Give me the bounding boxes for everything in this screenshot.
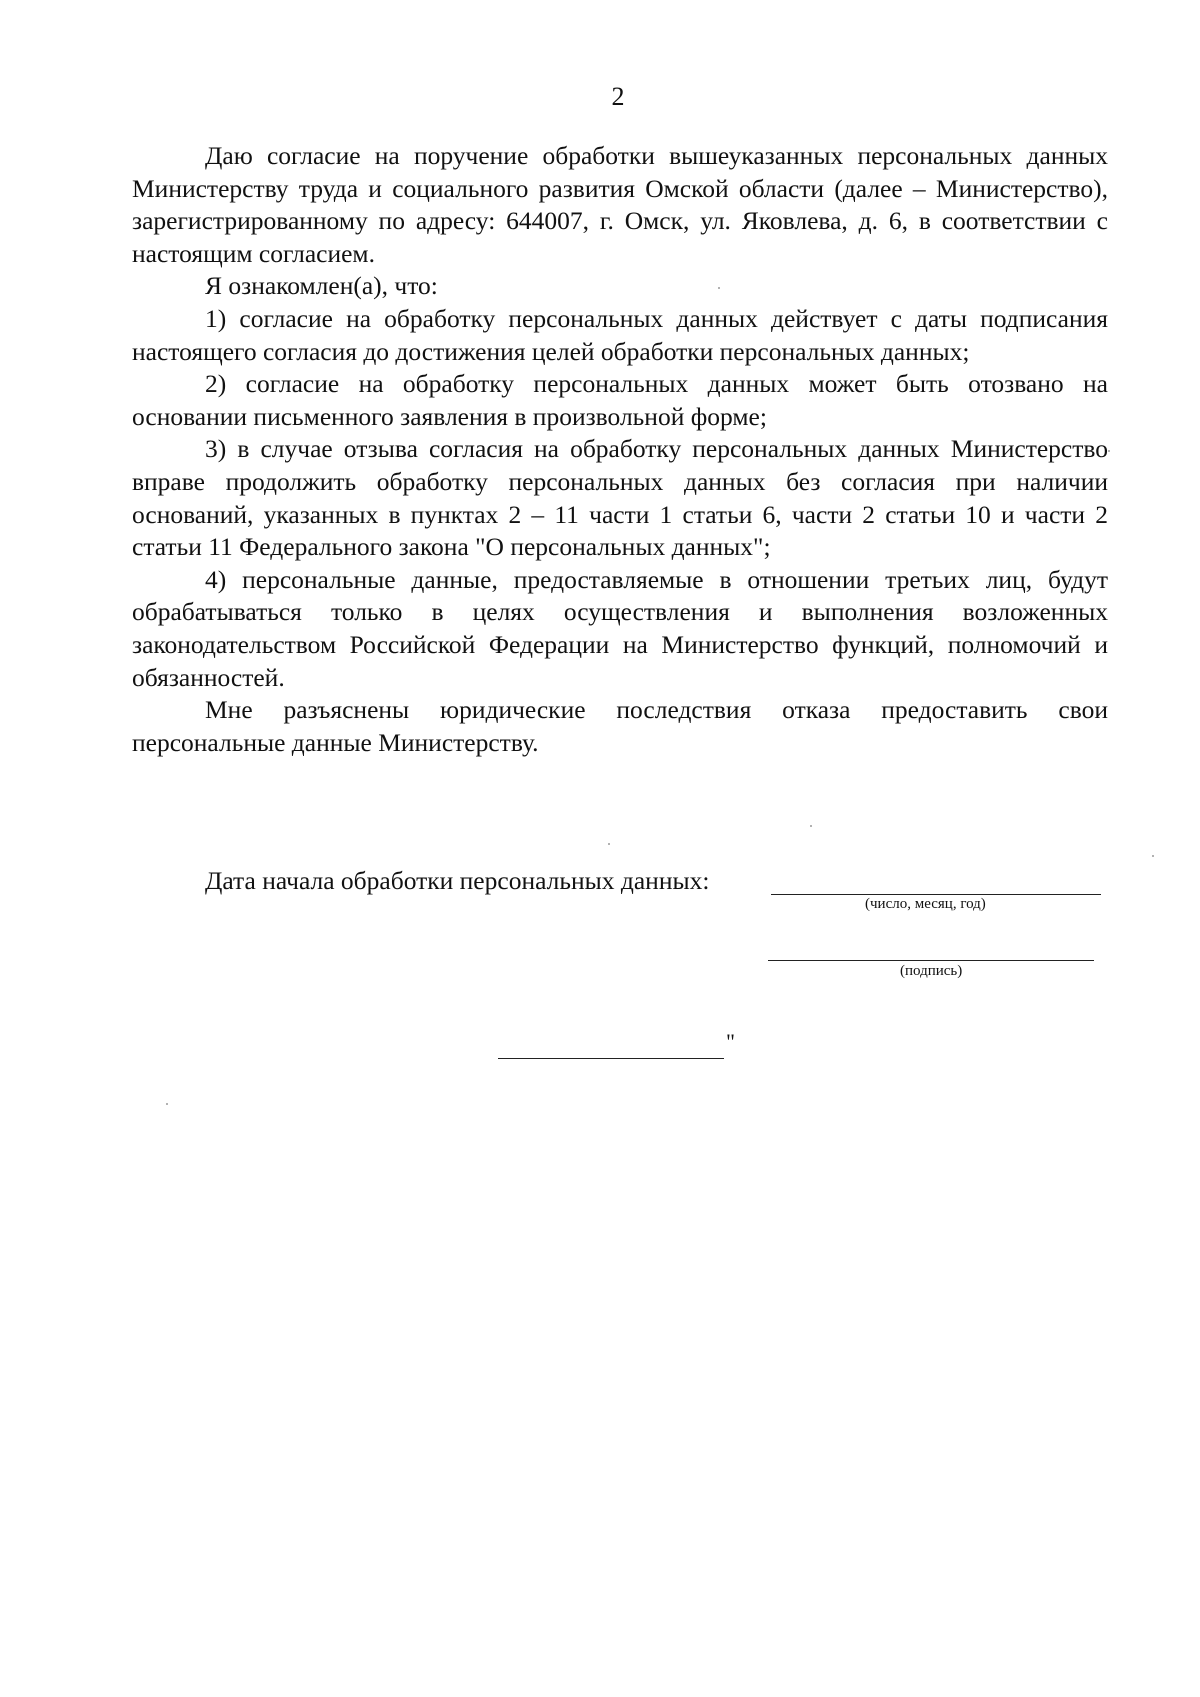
signature-caption: (подпись) — [900, 963, 963, 979]
signature-blank-line — [768, 960, 1094, 961]
consent-text — [132, 140, 1108, 759]
name-blank-line — [498, 1058, 724, 1059]
date-field-caption: (число, месяц, год) — [865, 896, 986, 912]
consent-paragraph: Даю согласие на поручение обработки вышеуказанных персональных данных Министерству труда и социального развития Омской области (далее – Министерство), зарегистрированному по адресу: 644007, г. Омск, ул. Яковлева, д. 6, в соответствии с настоящим согласием. — [132, 141, 1108, 268]
quote-mark: " — [726, 1029, 735, 1054]
processing-start-date-field — [205, 865, 1105, 925]
scan-speck — [1108, 450, 1110, 452]
list-item-3: 3) в случае отзыва согласия на обработку персональных данных Министерство вправе продолжить обработку персональных данных без согласия при наличии оснований, указанных в пунктах 2 – 11 части 1 статьи 6, части 2 статьи 10 и части 2 статьи 11 Федерального закона "О персональных данных"; — [132, 434, 1108, 562]
scan-speck — [718, 287, 720, 289]
list-item-4: 4) персональные данные, предоставляемые в отношении третьих лиц, будут обрабатываться только в целях осуществления и выполнения возложенных законодательством Российской Федерации на Министерство функций, полномочий и обязанностей. — [132, 564, 1108, 692]
scan-speck — [810, 825, 812, 827]
scan-speck — [608, 843, 610, 845]
page-number: 2 — [611, 82, 625, 111]
acknowledgement-intro: Я ознакомлен(а), что: — [205, 271, 438, 301]
list-item-1: 1) согласие на обработку персональных данных действует с даты подписания настоящего согласия до достижения целей обработки персональных данных; — [132, 303, 1108, 366]
scan-speck — [166, 1103, 168, 1105]
date-field-label: Дата начала обработки персональных данных: — [205, 866, 710, 895]
list-item-2: 2) согласие на обработку персональных данных может быть отозвано на основании письменного заявления в произвольной форме; — [132, 369, 1108, 431]
scan-speck — [1152, 855, 1154, 857]
consequences-paragraph: Мне разъяснены юридические последствия отказа предоставить свои персональные данные Министерству. — [132, 695, 1108, 757]
